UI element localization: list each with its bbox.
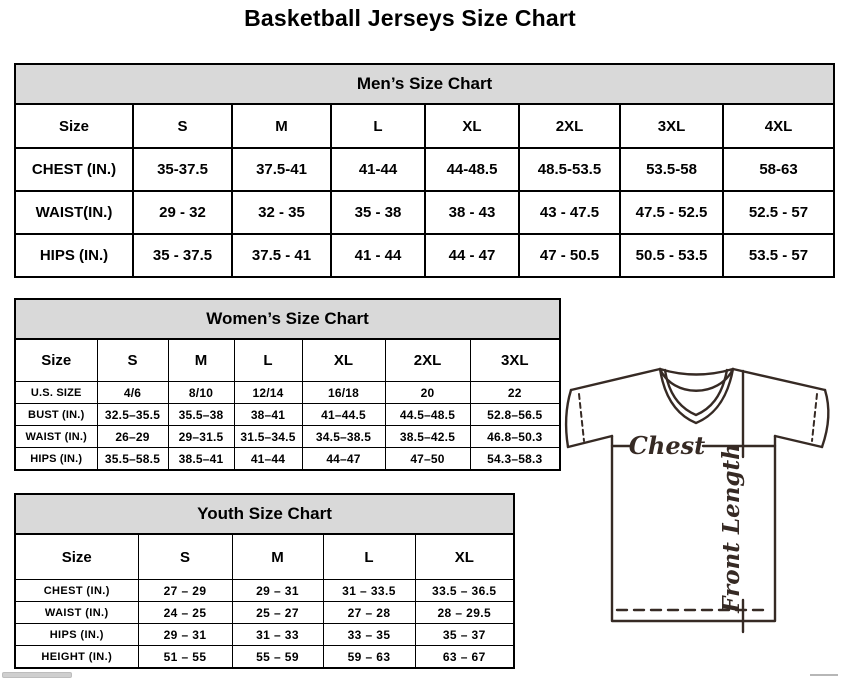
size-value-cell: 35.5–58.5 [97,448,168,471]
size-value-cell: 24 – 25 [138,602,232,624]
size-value-cell: 32.5–35.5 [97,404,168,426]
row-label: WAIST(IN.) [15,191,133,234]
size-value-cell: 47.5 - 52.5 [620,191,723,234]
row-label: CHEST (IN.) [15,148,133,191]
size-value-cell: 52.8–56.5 [470,404,560,426]
column-header: XL [415,534,514,580]
horizontal-scrollbar-track[interactable] [810,674,838,676]
column-header: L [323,534,415,580]
size-value-cell: 55 – 59 [232,646,323,669]
column-header: 4XL [723,104,834,148]
size-value-cell: 59 – 63 [323,646,415,669]
row-label: WAIST (IN.) [15,602,138,624]
size-value-cell: 53.5-58 [620,148,723,191]
table-row [15,234,834,277]
column-header: XL [425,104,519,148]
column-header: M [168,339,234,382]
table-row [15,602,514,624]
size-value-cell: 58-63 [723,148,834,191]
size-value-cell: 34.5–38.5 [302,426,385,448]
column-header: S [97,339,168,382]
size-value-cell: 33.5 – 36.5 [415,580,514,602]
size-value-cell: 37.5-41 [232,148,331,191]
column-header: Size [15,104,133,148]
size-value-cell: 29 - 32 [133,191,232,234]
size-value-cell: 50.5 - 53.5 [620,234,723,277]
column-header: XL [302,339,385,382]
size-value-cell: 38 - 43 [425,191,519,234]
womens-size-table [14,298,561,471]
size-value-cell: 22 [470,382,560,404]
womens-size-table-title: Women’s Size Chart [15,299,560,339]
size-value-cell: 51 – 55 [138,646,232,669]
size-value-cell: 44 - 47 [425,234,519,277]
column-header: 3XL [470,339,560,382]
column-header: S [138,534,232,580]
size-value-cell: 47 - 50.5 [519,234,620,277]
size-value-cell: 4/6 [97,382,168,404]
column-header: 3XL [620,104,723,148]
size-value-cell: 41 - 44 [331,234,425,277]
size-value-cell: 35.5–38 [168,404,234,426]
size-value-cell: 27 – 28 [323,602,415,624]
size-value-cell: 8/10 [168,382,234,404]
column-header: L [234,339,302,382]
jersey-measurement-diagram [555,360,843,672]
size-value-cell: 25 – 27 [232,602,323,624]
size-value-cell: 35 - 37.5 [133,234,232,277]
size-value-cell: 41-44 [331,148,425,191]
table-row [15,382,560,404]
table-row [15,624,514,646]
jersey-icon [555,360,843,672]
page-title: Basketball Jerseys Size Chart [244,5,576,31]
size-value-cell: 47–50 [385,448,470,471]
size-value-cell: 46.8–50.3 [470,426,560,448]
size-value-cell: 53.5 - 57 [723,234,834,277]
size-value-cell: 28 – 29.5 [415,602,514,624]
size-value-cell: 29 – 31 [138,624,232,646]
row-label: WAIST (IN.) [15,426,97,448]
size-value-cell: 29–31.5 [168,426,234,448]
size-value-cell: 27 – 29 [138,580,232,602]
table-row [15,426,560,448]
column-header: Size [15,339,97,382]
size-value-cell: 38–41 [234,404,302,426]
table-row [15,580,514,602]
mens-size-table [14,63,835,278]
row-label: CHEST (IN.) [15,580,138,602]
size-value-cell: 41–44.5 [302,404,385,426]
horizontal-scrollbar-thumb[interactable] [2,672,72,678]
size-value-cell: 52.5 - 57 [723,191,834,234]
column-header: S [133,104,232,148]
size-value-cell: 54.3–58.3 [470,448,560,471]
table-row [15,191,834,234]
row-label: HIPS (IN.) [15,448,97,471]
youth-size-table-title: Youth Size Chart [15,494,514,534]
column-header: Size [15,534,138,580]
size-value-cell: 31 – 33 [232,624,323,646]
table-row [15,148,834,191]
size-value-cell: 38.5–41 [168,448,234,471]
table-row [15,646,514,669]
table-row [15,448,560,471]
size-value-cell: 33 – 35 [323,624,415,646]
column-header: 2XL [519,104,620,148]
row-label: U.S. SIZE [15,382,97,404]
size-value-cell: 31.5–34.5 [234,426,302,448]
row-label: BUST (IN.) [15,404,97,426]
mens-size-table-title: Men’s Size Chart [15,64,834,104]
column-header: M [232,104,331,148]
row-label: HIPS (IN.) [15,624,138,646]
size-value-cell: 63 – 67 [415,646,514,669]
column-header: M [232,534,323,580]
size-value-cell: 29 – 31 [232,580,323,602]
row-label: HIPS (IN.) [15,234,133,277]
size-value-cell: 44-48.5 [425,148,519,191]
chest-label: Chest [628,431,706,460]
row-label: HEIGHT (IN.) [15,646,138,669]
size-value-cell: 44–47 [302,448,385,471]
size-value-cell: 12/14 [234,382,302,404]
size-value-cell: 31 – 33.5 [323,580,415,602]
size-value-cell: 43 - 47.5 [519,191,620,234]
column-header: L [331,104,425,148]
size-value-cell: 35 – 37 [415,624,514,646]
size-value-cell: 41–44 [234,448,302,471]
size-value-cell: 20 [385,382,470,404]
size-value-cell: 35 - 38 [331,191,425,234]
size-value-cell: 44.5–48.5 [385,404,470,426]
table-row [15,404,560,426]
size-value-cell: 38.5–42.5 [385,426,470,448]
size-value-cell: 48.5-53.5 [519,148,620,191]
size-value-cell: 16/18 [302,382,385,404]
size-value-cell: 32 - 35 [232,191,331,234]
youth-size-table [14,493,515,669]
column-header: 2XL [385,339,470,382]
size-value-cell: 35-37.5 [133,148,232,191]
size-value-cell: 26–29 [97,426,168,448]
front-length-label: Front Length [718,443,745,613]
size-value-cell: 37.5 - 41 [232,234,331,277]
